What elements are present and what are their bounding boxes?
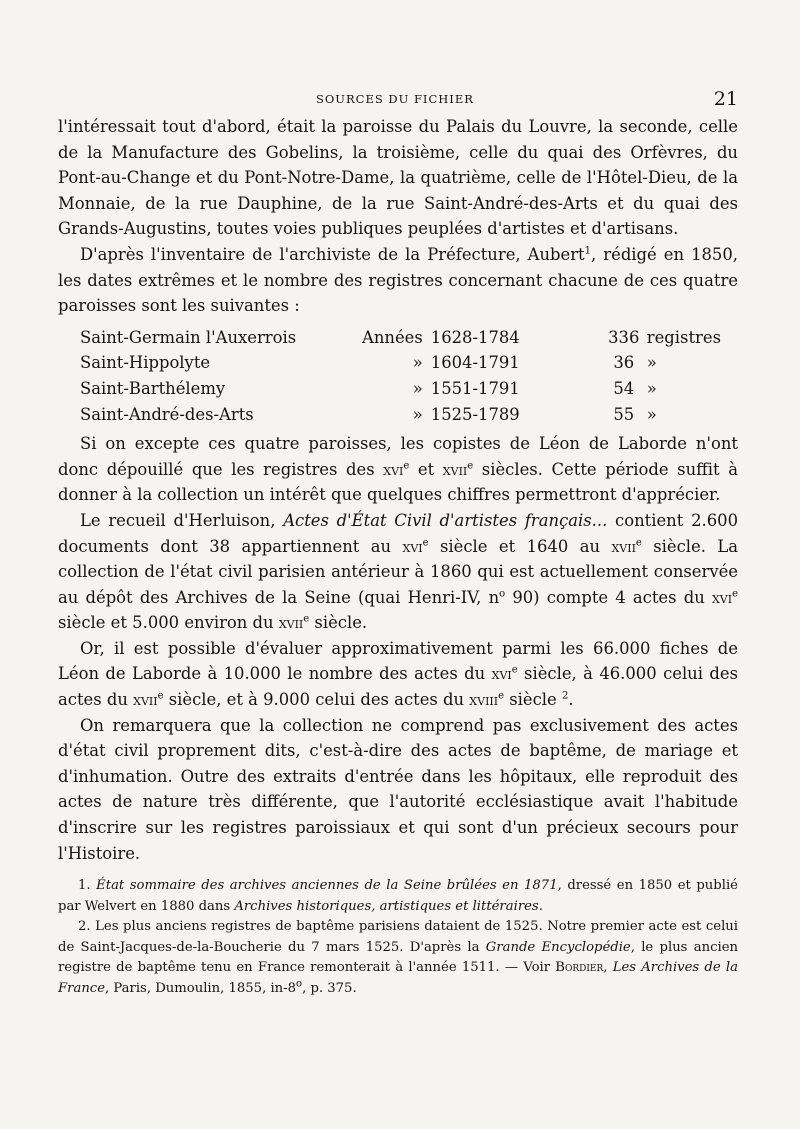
book-page [58,88,738,999]
parish-label: Années [362,327,423,347]
parish-row [58,325,738,351]
parish-row [58,350,738,376]
paragraph-4: Le recueil d'Herluison, Actes d'État Civil d'artistes français... contient 2.600 documents dont 38 appartiennent au xvi$^e$ siècle et 1640 au xvii$^e$ siècle. La collection de l'état civil parisien antérieur à 1860 qui est actuellement conservée au dépôt des Archives de la Seine (quai Henri-IV, $n^o$ 90) compte 4 actes du xvi$^e$ siècle et 5.000 environ du xvii$^e$ siècle. [58,510,739,633]
parish-unit: » [646,378,657,398]
running-head [58,88,738,114]
parish-unit: registres [646,327,721,347]
parish-label: » [412,404,423,424]
parish-label: » [412,353,423,373]
parish-name: Saint-Hippolyte [80,353,211,373]
parish-row [58,402,738,428]
running-title: SOURCES DU FICHIER [316,92,474,106]
paragraph-2: D'après l'inventaire de l'archiviste de la Préfecture, Aubert$^1$, rédigé en 1850, les dates extrêmes et le nombre des registres concernant chacune de ces quatre paroisses sont les suivantes : [58,244,738,316]
body-text [58,114,738,866]
book-title: Actes d'État Civil d'artistes français... [283,510,608,530]
footnote-1: 1. État sommaire des archives anciennes de la Seine brûlées en 1871, dressé en 1850 et publié par Welvert en 1880 dans Archives historiques, artistiques et littéraires. [58,878,738,914]
parish-count: 336 [608,327,640,347]
parish-count: 54 [613,378,635,398]
paragraph-5: Or, il est possible d'évaluer approximativement parmi les 66.000 fiches de Léon de Laborde à 10.000 le nombre des actes du xvi$^e$ siècle, à 46.000 celui des actes du xvii$^e$ siècle, et à 9.000 celui des actes du xviii$^e$ siècle $^2$. [58,638,738,710]
parish-label: » [412,378,423,398]
parish-unit: » [646,404,657,424]
parish-count: 55 [613,404,635,424]
paragraph-3: Si on excepte ces quatre paroisses, les copistes de Léon de Laborde n'ont donc dépouillé que les registres des xvi$^e$ et xvii$^e$ siècles. Cette période suffit à donner à la collection un intérêt que quelques chiffres permettront d'apprécier. [58,434,738,505]
parish-name: Saint-Barthélemy [80,378,226,398]
page-number: 21 [713,88,738,110]
parish-name: Saint-Germain l'Auxerrois [80,327,297,347]
footnote-2: 2. Les plus anciens registres de baptême parisiens dataient de 1525. Notre premier acte est celui de Saint-Jacques-de-la-Boucherie du 7 mars 1525. D'après la Grande Encyclopédie, le plus ancien registre de baptême tenu en France remonterait à l'année 1511. — Voir Bordier, Les Archives de la France, Paris, Dumoulin, 1855, in-8$^o$, p. 375. [58,919,739,996]
parish-name: Saint-André-des-Arts [80,404,254,424]
footnote-ref-1: 1 [584,245,592,257]
parish-years: 1525-1789 [430,404,520,424]
footnote-ref-2: 2 [561,690,569,702]
parish-row [58,376,738,402]
parish-unit: » [646,353,657,373]
parish-years: 1551-1791 [430,378,520,398]
parish-count: 36 [613,353,635,373]
parish-table [58,325,738,427]
paragraph-1: l'intéressait tout d'abord, était la paroisse du Palais du Louvre, la seconde, celle de la Manufacture des Gobelins, la troisième, celle du quai des Orfèvres, du Pont-au-Change et du Pont-Notre-Dame, la quatrième, celle de l'Hôtel-Dieu, de la Monnaie, de la rue Dauphine, de la rue Saint-André-des-Arts et du quai des Grands-Augustins, toutes voies publiques peuplées d'artistes et d'artisans. [58,117,738,239]
footnotes [58,876,738,999]
paragraph-6: On remarquera que la collection ne comprend pas exclusivement des actes d'état civil proprement dits, c'est-à-dire des actes de baptême, de mariage et d'inhumation. Outre des extraits d'entrée dans les hôpitaux, elle reproduit des actes de nature très différente, que l'autorité ecclésiastique avait l'habitude d'inscrire sur les registres paroissiaux et qui sont d'un précieux secours pour l'Histoire. [58,715,738,863]
parish-years: 1604-1791 [430,353,520,373]
parish-years: 1628-1784 [430,327,520,347]
